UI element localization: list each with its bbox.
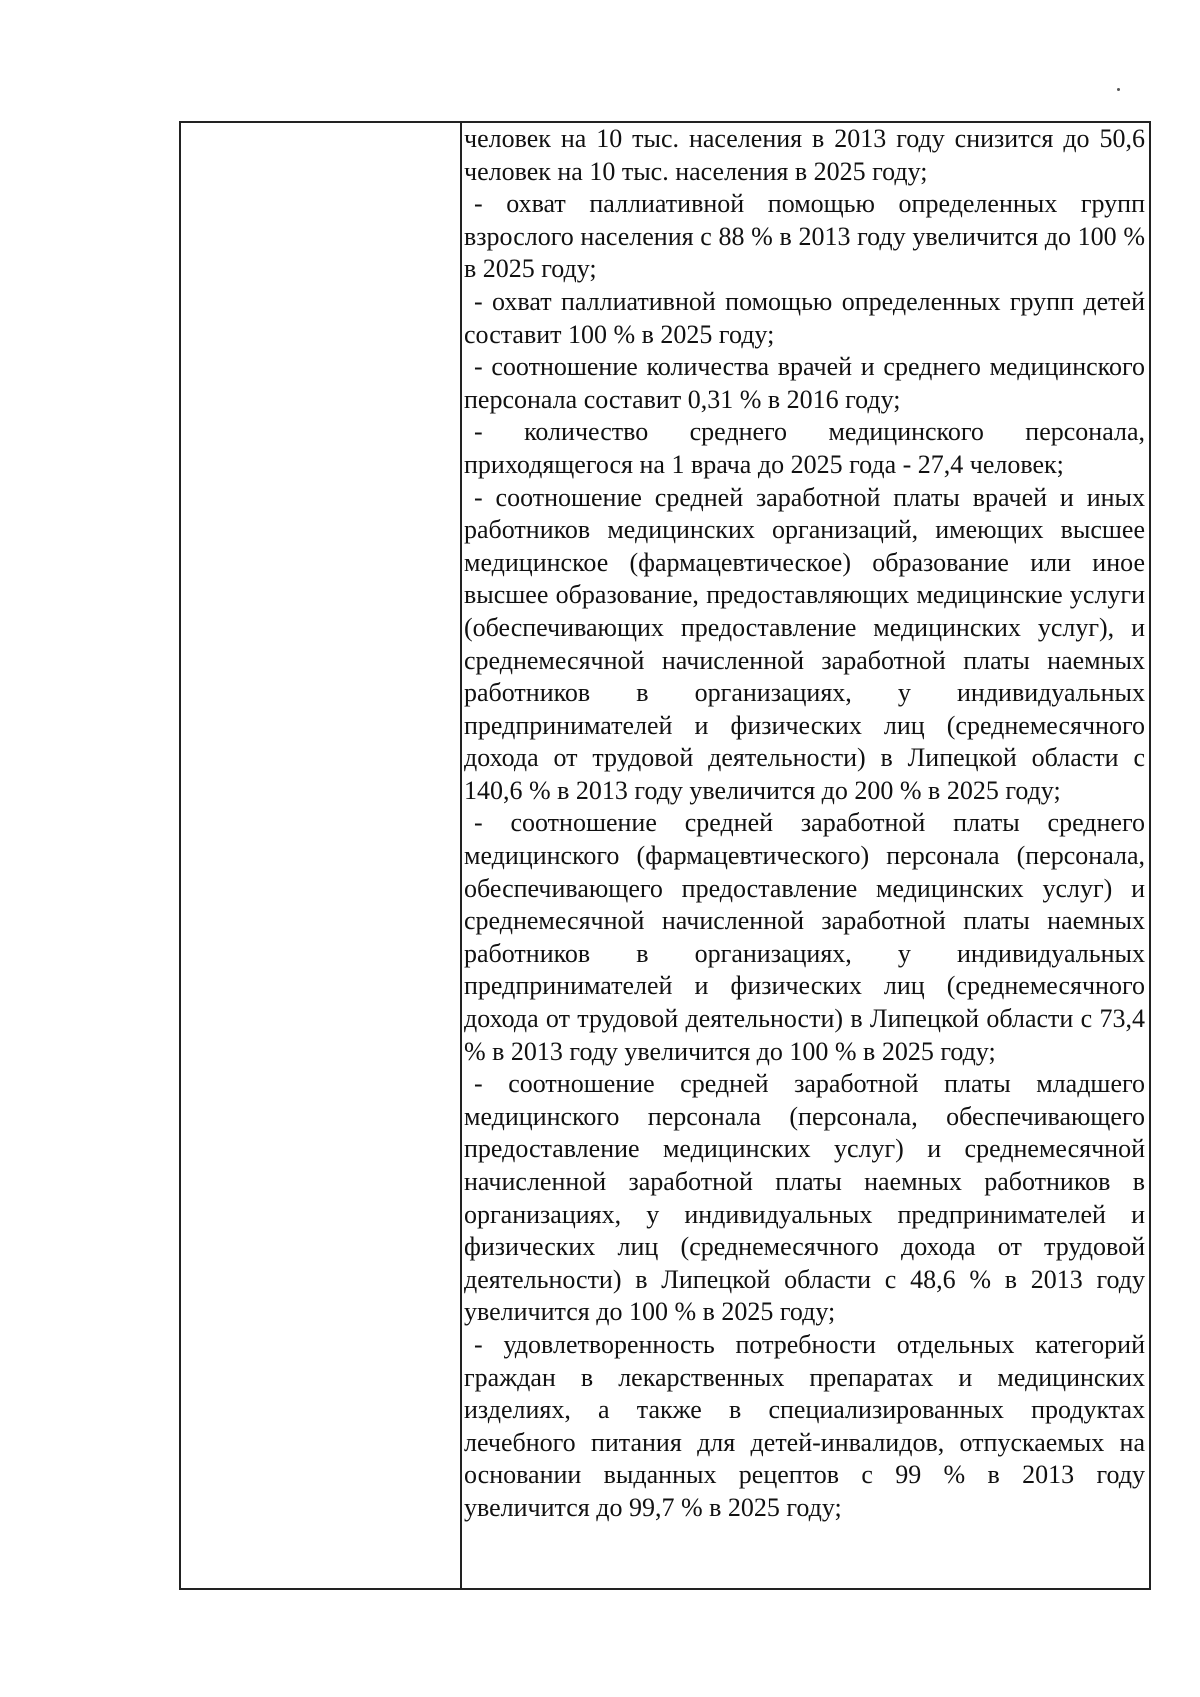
document-table [179,121,1151,1590]
paragraph-palliative-children: - охват паллиативной помощью определенных групп детей составит 100 % в 2025 году; [464,286,1145,349]
paragraph-mid-staff-salary-ratio: - соотношение средней заработной платы среднего медицинского (фармацевтического) персонала (персонала, обеспечивающего предоставление медицинских услуг) и среднемесячной начисленной заработной платы наемных работников в организациях, у индивидуальных предпринимателей и физических лиц (среднемесячного дохода от трудовой деятельности) в Липецкой области с 73,4 % в 2013 году увеличится до 100 % в 2025 году; [464,808,1145,1066]
table-left-cell [181,123,462,1588]
paragraph-continuation: человек на 10 тыс. населения в 2013 году снизится до 50,6 человек на 10 тыс. населения в 2025 году; [464,124,1145,186]
paragraph-palliative-adults: - охват паллиативной помощью определенных групп взрослого населения с 88 % в 2013 году увеличится до 100 % в 2025 году; [464,189,1145,284]
paragraph-doctor-nurse-ratio: - соотношение количества врачей и среднего медицинского персонала составит 0,31 % в 2016 году; [464,352,1145,414]
paragraph-nurses-per-doctor: - количество среднего медицинского персонала, приходящегося на 1 врача до 2025 года - 27,4 человек; [464,417,1145,479]
paragraph-doctor-salary-ratio: - соотношение средней заработной платы врачей и иных работников медицинских организаций, имеющих высшее медицинское (фармацевтическое) образование или иное высшее образование, предоставляющих медицинские услуги (обеспечивающих предоставление медицинских услуг), и среднемесячной начисленной заработной платы наемных работников в организациях, у индивидуальных предпринимателей и физических лиц (среднемесячного дохода от трудовой деятельности) в Липецкой области с 140,6 % в 2013 году увеличится до 200 % в 2025 году; [464,482,1145,805]
paragraph-junior-staff-salary-ratio: - соотношение средней заработной платы младшего медицинского персонала (персонала, обеспечивающего предоставление медицинских услуг) и среднемесячной начисленной заработной платы наемных работников в организациях, у индивидуальных предпринимателей и физических лиц (среднемесячного дохода от трудовой деятельности) в Липецкой области с 48,6 % в 2013 году увеличится до 100 % в 2025 году; [464,1069,1145,1327]
table-right-cell [462,123,1149,1588]
scan-dot-mark [1117,88,1120,91]
paragraph-medicine-provision: - удовлетворенность потребности отдельных категорий граждан в лекарственных препаратах и медицинских изделиях, а также в специализированных продуктах лечебного питания для детей-инвалидов, отпускаемых на основании выданных рецептов с 99 % в 2013 году увеличится до 99,7 % в 2025 году; [464,1329,1145,1522]
